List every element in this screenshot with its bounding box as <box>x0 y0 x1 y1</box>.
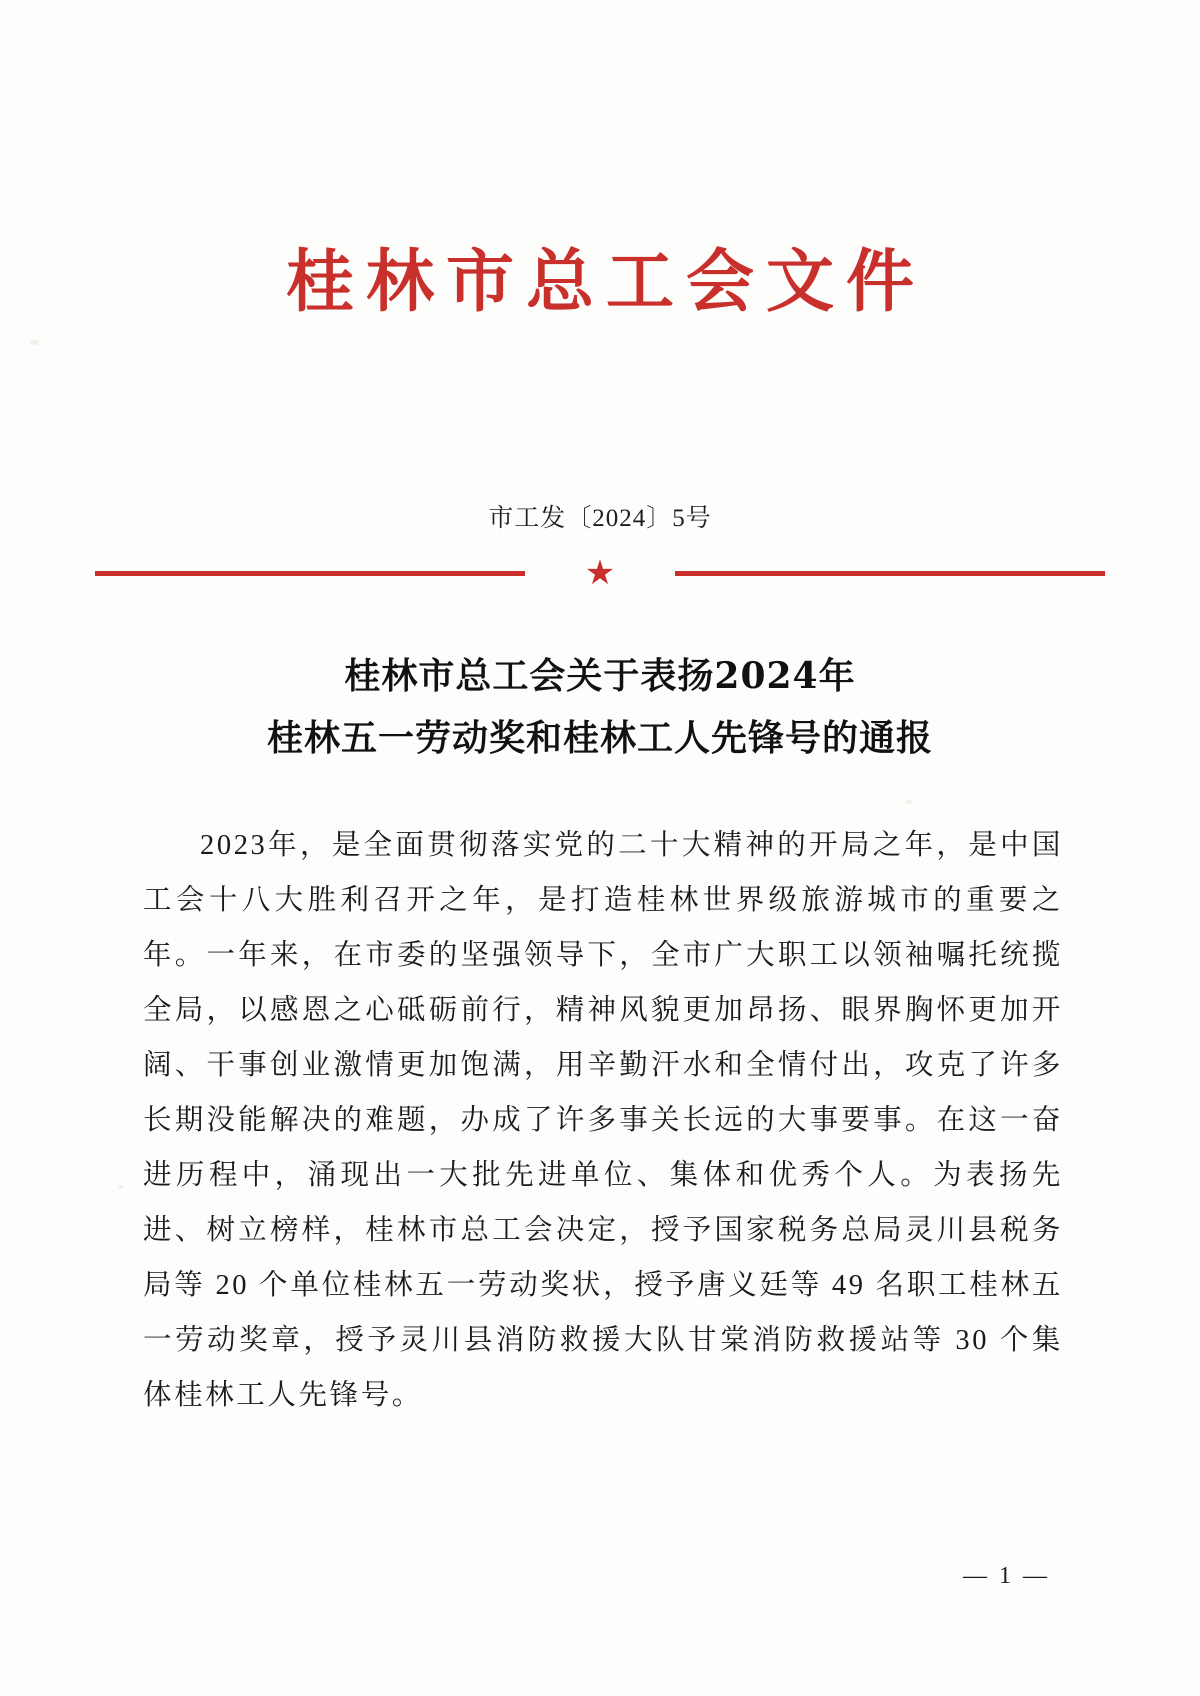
document-title-line-1: 桂林市总工会关于表扬2024年 <box>344 655 856 697</box>
red-rule-right-bar <box>675 571 1105 576</box>
red-separator-rule <box>95 555 1105 592</box>
star-icon: ★ <box>584 555 616 592</box>
scan-artifact <box>30 340 39 345</box>
document-body <box>143 818 1063 1423</box>
page-number: — 1 — <box>963 1563 1050 1589</box>
document-title-line-2: 桂林五一劳动奖和桂林工人先锋号的通报 <box>266 717 933 759</box>
masthead-title: 桂林市总工会文件 <box>285 242 926 322</box>
document-number: 市工发〔2024〕5号 <box>488 505 712 532</box>
scan-artifact <box>118 1185 123 1189</box>
masthead <box>0 242 1200 322</box>
document-title <box>100 645 1100 769</box>
red-rule-left-bar <box>95 571 525 576</box>
scan-artifact <box>905 800 912 804</box>
body-paragraph: 2023年，是全面贯彻落实党的二十大精神的开局之年，是中国工会十八大胜利召开之年，是打造桂林世界级旅游城市的重要之年。一年来，在市委的坚强领导下，全市广大职工以领袖嘱托统揽全局，以感恩之心砥砺前行，精神风貌更加昂扬、眼界胸怀更加开阔、干事创业激情更加饱满，用辛勤汗水和全情付出，攻克了许多长期没能解决的难题，办成了许多事关长远的大事要事。在这一奋进历程中，涌现出一大批先进单位、集体和优秀个人。为表扬先进、树立榜样，桂林市总工会决定，授予国家税务总局灵川县税务局等 20 个单位桂林五一劳动奖状，授予唐义廷等 49 名职工桂林五一劳动奖章，授予灵川县消防救援大队甘棠消防救援站等 30 个集体桂林工人先锋号。 <box>143 830 1063 1411</box>
